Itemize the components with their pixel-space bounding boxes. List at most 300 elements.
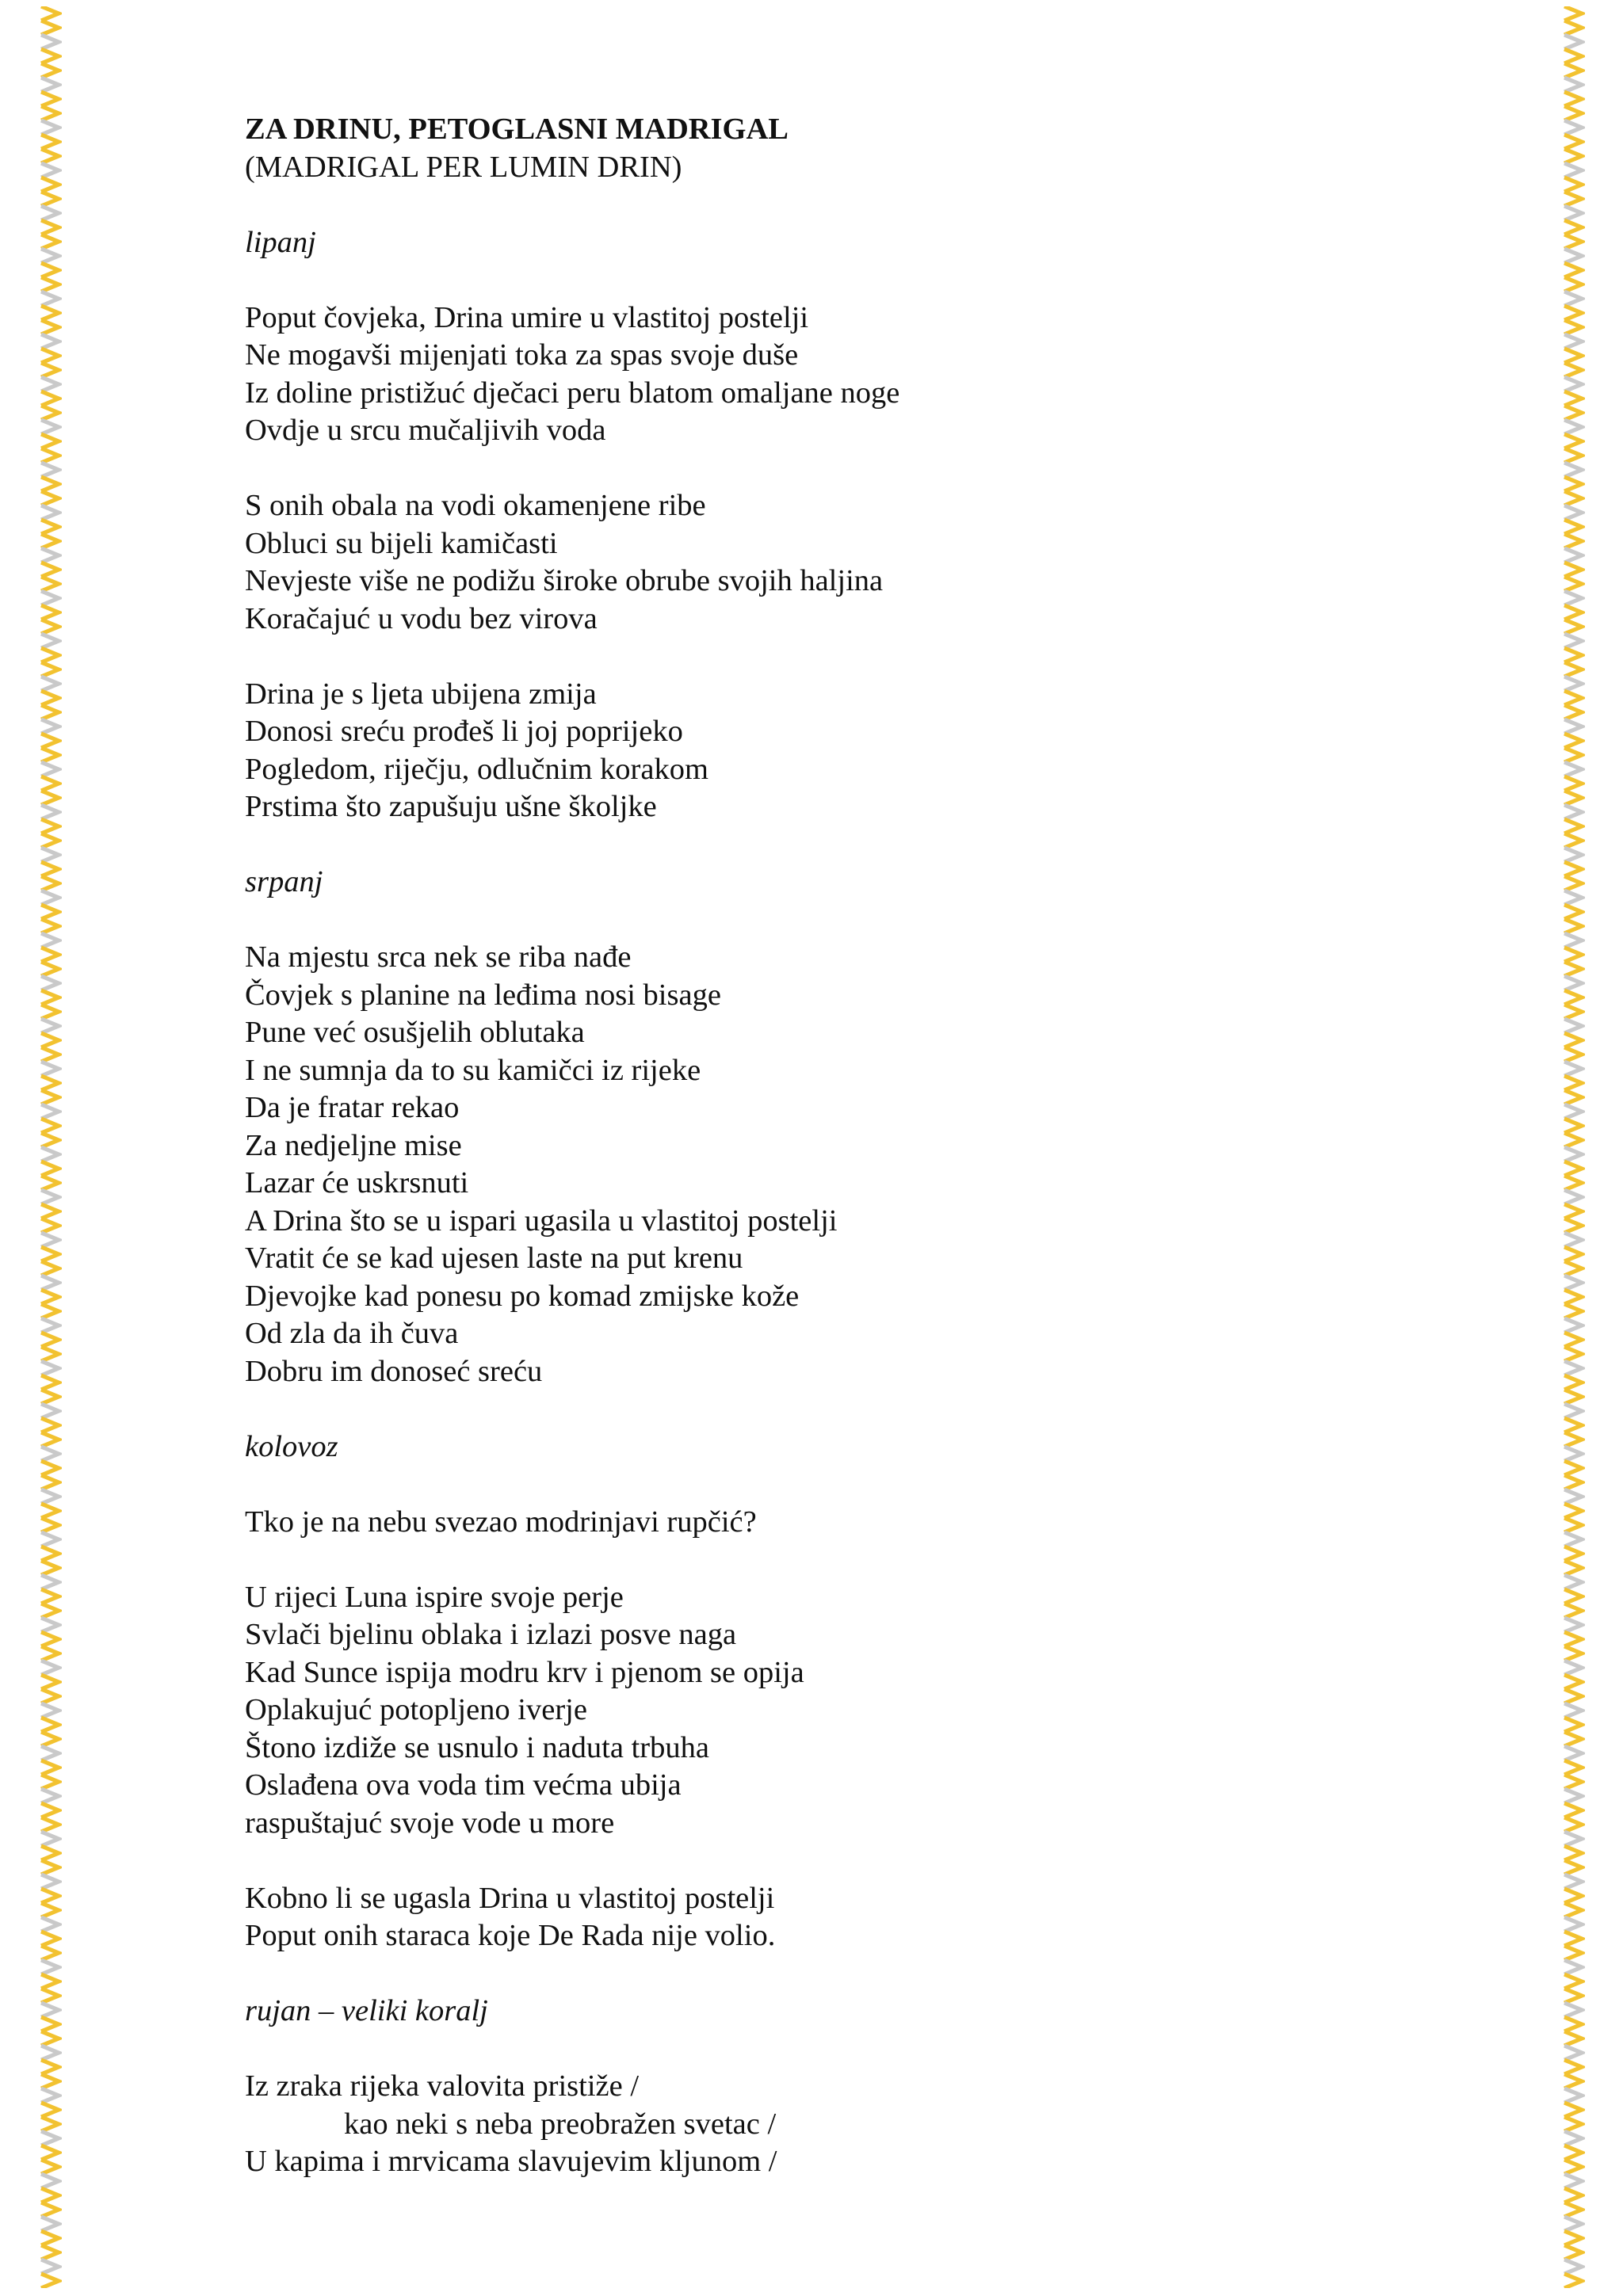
zigzag-chevron — [1564, 35, 1582, 49]
zigzag-chevron — [1564, 1432, 1582, 1447]
zigzag-chevron — [41, 1718, 59, 1732]
zigzag-chevron — [1564, 63, 1582, 78]
zigzag-chevron — [1564, 2188, 1582, 2203]
zigzag-chevron — [41, 520, 59, 534]
zigzag-chevron — [41, 1361, 59, 1375]
zigzag-chevron — [1564, 163, 1582, 177]
zigzag-chevron — [41, 1261, 59, 1276]
zigzag-chevron — [1564, 819, 1582, 833]
zigzag-chevron — [1564, 49, 1582, 63]
zigzag-chevron — [41, 463, 59, 477]
zigzag-chevron — [41, 1489, 59, 1504]
zigzag-chevron — [41, 1917, 59, 1932]
zigzag-chevron — [1564, 1161, 1582, 1176]
zigzag-chevron — [1564, 1390, 1582, 1404]
verse-line: Vratit će se kad ujesen laste na put krenu — [245, 1241, 743, 1275]
zigzag-chevron — [1564, 1005, 1582, 1019]
zigzag-chevron — [41, 734, 59, 748]
zigzag-chevron — [1564, 734, 1582, 748]
zigzag-chevron — [41, 1675, 59, 1689]
zigzag-chevron — [1564, 1261, 1582, 1276]
zigzag-chevron — [1564, 891, 1582, 905]
zigzag-chevron — [41, 92, 59, 106]
verse-line: Štono izdiže se usnulo i naduta trbuha — [245, 1730, 709, 1764]
zigzag-chevron — [1564, 206, 1582, 220]
zigzag-chevron — [41, 1860, 59, 1875]
zigzag-chevron — [1564, 1903, 1582, 1917]
zigzag-chevron — [41, 1575, 59, 1589]
zigzag-chevron — [41, 1960, 59, 1974]
zigzag-chevron — [1564, 1732, 1582, 1746]
zigzag-chevron — [1564, 1504, 1582, 1518]
zigzag-chevron — [41, 106, 59, 120]
zigzag-chevron — [41, 2217, 59, 2231]
zigzag-chevron — [41, 1775, 59, 1789]
zigzag-chevron — [41, 6, 59, 21]
verse-line: Svlači bjelinu oblaka i izlazi posve naga — [245, 1618, 737, 1651]
zigzag-chevron — [41, 1604, 59, 1618]
zigzag-chevron — [1564, 563, 1582, 577]
zigzag-chevron — [1564, 220, 1582, 235]
zigzag-chevron — [41, 677, 59, 691]
zigzag-chevron — [1564, 106, 1582, 120]
zigzag-chevron — [41, 1532, 59, 1547]
zigzag-chevron — [41, 719, 59, 734]
zigzag-chevron — [41, 990, 59, 1005]
zigzag-chevron — [1564, 1133, 1582, 1147]
zigzag-chevron — [1564, 2260, 1582, 2274]
zigzag-chevron — [1564, 1190, 1582, 1204]
zigzag-chevron — [1564, 1960, 1582, 1974]
zigzag-chevron — [41, 1561, 59, 1575]
zigzag-chevron — [1564, 719, 1582, 734]
zigzag-chevron — [41, 277, 59, 292]
zigzag-chevron — [1564, 634, 1582, 648]
zigzag-chevron — [1564, 705, 1582, 719]
zigzag-chevron — [41, 705, 59, 719]
zigzag-chevron — [1564, 1518, 1582, 1532]
zigzag-chevron — [41, 791, 59, 805]
zigzag-chevron — [41, 1033, 59, 1047]
verse-line: Ne mogavši mijenjati toka za spas svoje duše — [245, 338, 799, 372]
zigzag-chevron — [41, 177, 59, 192]
zigzag-chevron — [1564, 1233, 1582, 1247]
zigzag-chevron — [41, 577, 59, 591]
zigzag-chevron — [41, 2117, 59, 2131]
zigzag-chevron — [41, 78, 59, 92]
zigzag-chevron — [41, 634, 59, 648]
zigzag-chevron — [1564, 1475, 1582, 1489]
zigzag-chevron — [1564, 320, 1582, 334]
zigzag-chevron — [41, 2003, 59, 2017]
zigzag-chevron — [1564, 1618, 1582, 1632]
zigzag-chevron — [41, 1290, 59, 1304]
zigzag-chevron — [41, 1703, 59, 1718]
zigzag-chevron — [41, 1190, 59, 1204]
zigzag-chevron — [1564, 406, 1582, 420]
zigzag-chevron — [41, 163, 59, 177]
zigzag-chevron — [41, 534, 59, 548]
zigzag-chevron — [1564, 876, 1582, 891]
zigzag-chevron — [41, 149, 59, 163]
zigzag-chevron — [1564, 1062, 1582, 1076]
zigzag-chevron — [41, 349, 59, 363]
zigzag-chevron — [1564, 505, 1582, 520]
zigzag-chevron — [41, 49, 59, 63]
zigzag-chevron — [41, 306, 59, 320]
zigzag-chevron — [41, 406, 59, 420]
zigzag-chevron — [1564, 2203, 1582, 2217]
verse-line: Lazar će uskrsnuti — [245, 1166, 469, 1199]
section-heading-lipanj: lipanj — [245, 225, 316, 259]
zigzag-chevron — [41, 2103, 59, 2117]
zigzag-chevron — [1564, 420, 1582, 434]
zigzag-chevron — [1564, 448, 1582, 463]
zigzag-chevron — [1564, 1104, 1582, 1119]
zigzag-chevron — [41, 21, 59, 35]
zigzag-chevron — [41, 1732, 59, 1746]
zigzag-chevron — [41, 591, 59, 605]
zigzag-chevron — [1564, 1646, 1582, 1661]
zigzag-chevron — [41, 1989, 59, 2003]
zigzag-chevron — [1564, 919, 1582, 933]
zigzag-chevron — [41, 2274, 59, 2288]
zigzag-chevron — [41, 1347, 59, 1361]
zigzag-chevron — [41, 976, 59, 990]
zigzag-chevron — [41, 1846, 59, 1860]
zigzag-chevron — [41, 1304, 59, 1318]
zigzag-chevron — [1564, 1375, 1582, 1390]
zigzag-chevron — [41, 206, 59, 220]
zigzag-chevron — [1564, 1746, 1582, 1760]
zigzag-chevron — [1564, 491, 1582, 505]
zigzag-chevron — [41, 1946, 59, 1960]
zigzag-chevron — [1564, 1361, 1582, 1375]
zigzag-chevron — [1564, 1946, 1582, 1960]
zigzag-chevron — [1564, 1033, 1582, 1047]
zigzag-chevron — [1564, 1090, 1582, 1104]
zigzag-chevron — [1564, 577, 1582, 591]
zigzag-chevron — [41, 35, 59, 49]
zigzag-chevron — [1564, 833, 1582, 848]
zigzag-chevron — [1564, 1703, 1582, 1718]
zigzag-chevron — [1564, 805, 1582, 819]
zigzag-chevron — [41, 1176, 59, 1190]
zigzag-chevron — [1564, 263, 1582, 277]
zigzag-chevron — [41, 2174, 59, 2188]
verse-line: Kad Sunce ispija modru krv i pjenom se opija — [245, 1655, 804, 1689]
zigzag-chevron — [1564, 2103, 1582, 2117]
zigzag-chevron — [1564, 1589, 1582, 1604]
zigzag-chevron — [41, 377, 59, 391]
zigzag-chevron — [1564, 1532, 1582, 1547]
zigzag-chevron — [1564, 1461, 1582, 1475]
zigzag-chevron — [1564, 477, 1582, 491]
zigzag-chevron — [1564, 120, 1582, 135]
zigzag-chevron — [41, 235, 59, 249]
zigzag-chevron — [1564, 1718, 1582, 1732]
zigzag-chevron — [41, 933, 59, 948]
section-heading-srpanj: srpanj — [245, 865, 323, 898]
verse-line: Djevojke kad ponesu po komad zmijske kože — [245, 1279, 800, 1313]
section-heading-rujan: rujan – veliki koralj — [245, 1994, 488, 2027]
zigzag-chevron — [41, 320, 59, 334]
decorative-border-left — [38, 6, 62, 2288]
zigzag-chevron — [1564, 235, 1582, 249]
zigzag-chevron — [1564, 905, 1582, 919]
zigzag-chevron — [41, 2245, 59, 2260]
zigzag-chevron — [1564, 976, 1582, 990]
zigzag-chevron — [1564, 391, 1582, 406]
zigzag-chevron — [1564, 1661, 1582, 1675]
zigzag-chevron — [1564, 2117, 1582, 2131]
zigzag-chevron — [1564, 662, 1582, 677]
verse-line: Ovdje u srcu mučaljivih voda — [245, 414, 606, 447]
zigzag-chevron — [1564, 1489, 1582, 1504]
verse-line: Pune već osušjelih oblutaka — [245, 1016, 585, 1049]
zigzag-chevron — [1564, 520, 1582, 534]
zigzag-chevron — [41, 1618, 59, 1632]
zigzag-chevron — [1564, 791, 1582, 805]
zigzag-chevron — [41, 2160, 59, 2174]
zigzag-chevron — [41, 1817, 59, 1832]
zigzag-chevron — [1564, 306, 1582, 320]
zigzag-chevron — [1564, 990, 1582, 1005]
zigzag-chevron — [41, 1219, 59, 1233]
zigzag-chevron — [41, 1932, 59, 1946]
zigzag-chevron — [41, 1233, 59, 1247]
zigzag-chevron — [1564, 2031, 1582, 2046]
zigzag-chevron — [41, 1504, 59, 1518]
zigzag-chevron — [41, 762, 59, 776]
zigzag-chevron — [1564, 1932, 1582, 1946]
zigzag-chevron — [41, 491, 59, 505]
zigzag-chevron — [41, 548, 59, 563]
zigzag-chevron — [41, 420, 59, 434]
zigzag-chevron — [1564, 2017, 1582, 2031]
zigzag-chevron — [1564, 1119, 1582, 1133]
zigzag-chevron — [1564, 1760, 1582, 1775]
zigzag-chevron — [41, 563, 59, 577]
zigzag-chevron — [1564, 1047, 1582, 1062]
zigzag-chevron — [1564, 1689, 1582, 1703]
zigzag-chevron — [41, 1760, 59, 1775]
zigzag-chevron — [41, 1447, 59, 1461]
zigzag-chevron — [1564, 1276, 1582, 1290]
zigzag-chevron — [1564, 1817, 1582, 1832]
verse-line: Nevjeste više ne podižu široke obrube svojih haljina — [245, 564, 884, 597]
verse-line: Da je fratar rekao — [245, 1091, 460, 1124]
zigzag-chevron — [1564, 1860, 1582, 1875]
verse-line: Pogledom, riječju, odlučnim korakom — [245, 752, 708, 786]
verse-line: Za nedjeljne mise — [245, 1128, 462, 1162]
zigzag-chevron — [41, 2046, 59, 2060]
zigzag-chevron — [1564, 21, 1582, 35]
verse-line: S onih obala na vodi okamenjene ribe — [245, 489, 706, 522]
zigzag-chevron — [1564, 349, 1582, 363]
zigzag-chevron — [41, 2145, 59, 2160]
zigzag-chevron — [1564, 1889, 1582, 1903]
verse-line: Iz zraka rijeka valovita pristiže / — [245, 2069, 640, 2103]
zigzag-chevron — [41, 1418, 59, 1432]
zigzag-chevron — [1564, 463, 1582, 477]
zigzag-pattern — [1561, 6, 1585, 2288]
zigzag-chevron — [1564, 948, 1582, 962]
zigzag-chevron — [1564, 1632, 1582, 1646]
zigzag-chevron — [41, 1689, 59, 1703]
zigzag-chevron — [1564, 1604, 1582, 1618]
zigzag-chevron — [1564, 1333, 1582, 1347]
zigzag-chevron — [41, 919, 59, 933]
zigzag-chevron — [41, 135, 59, 149]
zigzag-chevron — [1564, 1247, 1582, 1261]
zigzag-chevron — [41, 63, 59, 78]
zigzag-chevron — [1564, 249, 1582, 263]
verse-line: Kobno li se ugasla Drina u vlastitoj postelji — [245, 1881, 775, 1915]
zigzag-chevron — [1564, 1418, 1582, 1432]
zigzag-chevron — [1564, 2217, 1582, 2231]
zigzag-chevron — [1564, 92, 1582, 106]
zigzag-chevron — [41, 2203, 59, 2217]
zigzag-chevron — [41, 891, 59, 905]
verse-line: I ne sumnja da to su kamičci iz rijeke — [245, 1053, 701, 1087]
verse-line: U rijeci Luna ispire svoje perje — [245, 1580, 624, 1614]
zigzag-chevron — [41, 2231, 59, 2245]
verse-line: U kapima i mrvicama slavujevim kljunom / — [245, 2145, 777, 2178]
zigzag-chevron — [41, 391, 59, 406]
zigzag-chevron — [1564, 1832, 1582, 1846]
zigzag-chevron — [41, 948, 59, 962]
zigzag-chevron — [1564, 292, 1582, 306]
zigzag-chevron — [41, 1547, 59, 1561]
zigzag-chevron — [41, 2074, 59, 2088]
zigzag-chevron — [1564, 862, 1582, 876]
verse-line: Prstima što zapušuju ušne školjke — [245, 790, 657, 823]
zigzag-chevron — [41, 620, 59, 634]
zigzag-chevron — [1564, 1290, 1582, 1304]
zigzag-chevron — [41, 1832, 59, 1846]
verse-line: Poput čovjeka, Drina umire u vlastitoj postelji — [245, 300, 809, 334]
zigzag-chevron — [1564, 2145, 1582, 2160]
zigzag-chevron — [41, 1147, 59, 1161]
zigzag-chevron — [1564, 1219, 1582, 1233]
zigzag-chevron — [41, 2031, 59, 2046]
zigzag-chevron — [1564, 2174, 1582, 2188]
zigzag-chevron — [1564, 548, 1582, 563]
zigzag-chevron — [41, 1047, 59, 1062]
zigzag-chevron — [41, 334, 59, 349]
zigzag-chevron — [1564, 1447, 1582, 1461]
zigzag-chevron — [41, 2260, 59, 2274]
verse-line: Donosi sreću prođeš li joj poprijeko — [245, 715, 683, 748]
zigzag-chevron — [41, 120, 59, 135]
verse-line-indented: kao neki s neba preobražen svetac / — [344, 2107, 777, 2141]
zigzag-chevron — [41, 819, 59, 833]
zigzag-chevron — [41, 862, 59, 876]
zigzag-chevron — [1564, 1147, 1582, 1161]
zigzag-chevron — [41, 1661, 59, 1675]
zigzag-chevron — [1564, 1204, 1582, 1219]
zigzag-chevron — [41, 2131, 59, 2145]
zigzag-chevron — [41, 1005, 59, 1019]
zigzag-chevron — [41, 249, 59, 263]
zigzag-chevron — [41, 1076, 59, 1090]
zigzag-chevron — [1564, 648, 1582, 662]
zigzag-chevron — [41, 1632, 59, 1646]
zigzag-chevron — [1564, 192, 1582, 206]
zigzag-chevron — [41, 691, 59, 705]
poem-body — [245, 111, 1481, 2181]
verse-line: Drina je s ljeta ubijena zmija — [245, 677, 597, 711]
zigzag-chevron — [1564, 1789, 1582, 1803]
zigzag-chevron — [41, 1746, 59, 1760]
zigzag-chevron — [1564, 377, 1582, 391]
zigzag-chevron — [41, 833, 59, 848]
zigzag-chevron — [41, 1318, 59, 1333]
zigzag-chevron — [41, 363, 59, 377]
zigzag-chevron — [1564, 1019, 1582, 1033]
zigzag-chevron — [1564, 1974, 1582, 1989]
zigzag-chevron — [41, 2088, 59, 2103]
zigzag-chevron — [1564, 277, 1582, 292]
zigzag-chevron — [1564, 762, 1582, 776]
verse-line: Čovjek s planine na leđima nosi bisage — [245, 978, 721, 1012]
verse-line: Na mjestu srca nek se riba nađe — [245, 940, 632, 974]
zigzag-chevron — [41, 1789, 59, 1803]
zigzag-chevron — [1564, 591, 1582, 605]
decorative-border-right — [1561, 6, 1585, 2288]
zigzag-chevron — [1564, 1989, 1582, 2003]
zigzag-chevron — [41, 1390, 59, 1404]
zigzag-chevron — [1564, 691, 1582, 705]
zigzag-chevron — [41, 292, 59, 306]
verse-line: Od zla da ih čuva — [245, 1317, 459, 1350]
zigzag-chevron — [1564, 1775, 1582, 1789]
zigzag-chevron — [1564, 1803, 1582, 1817]
zigzag-chevron — [1564, 177, 1582, 192]
poem-title: ZA DRINU, PETOGLASNI MADRIGAL — [245, 113, 789, 146]
verse-line: raspuštajuć svoje vode u more — [245, 1806, 615, 1840]
zigzag-chevron — [41, 263, 59, 277]
verse-line: Iz doline pristižuć dječaci peru blatom omaljane noge — [245, 376, 900, 410]
zigzag-chevron — [41, 805, 59, 819]
zigzag-chevron — [41, 848, 59, 862]
zigzag-chevron — [1564, 363, 1582, 377]
zigzag-chevron — [41, 748, 59, 762]
zigzag-chevron — [41, 962, 59, 976]
zigzag-chevron — [1564, 2231, 1582, 2245]
zigzag-chevron — [41, 1104, 59, 1119]
zigzag-chevron — [1564, 605, 1582, 620]
zigzag-chevron — [1564, 962, 1582, 976]
zigzag-chevron — [1564, 1318, 1582, 1333]
zigzag-chevron — [41, 1119, 59, 1133]
zigzag-chevron — [1564, 149, 1582, 163]
zigzag-chevron — [41, 220, 59, 235]
zigzag-chevron — [1564, 2060, 1582, 2074]
verse-line: Koračajuć u vodu bez virova — [245, 601, 598, 635]
zigzag-chevron — [1564, 1304, 1582, 1318]
zigzag-chevron — [41, 1903, 59, 1917]
zigzag-chevron — [1564, 1404, 1582, 1418]
zigzag-chevron — [41, 2060, 59, 2074]
zigzag-chevron — [41, 1204, 59, 1219]
zigzag-chevron — [1564, 2074, 1582, 2088]
zigzag-chevron — [41, 1404, 59, 1418]
zigzag-pattern — [38, 6, 62, 2288]
zigzag-chevron — [41, 905, 59, 919]
zigzag-chevron — [41, 1646, 59, 1661]
